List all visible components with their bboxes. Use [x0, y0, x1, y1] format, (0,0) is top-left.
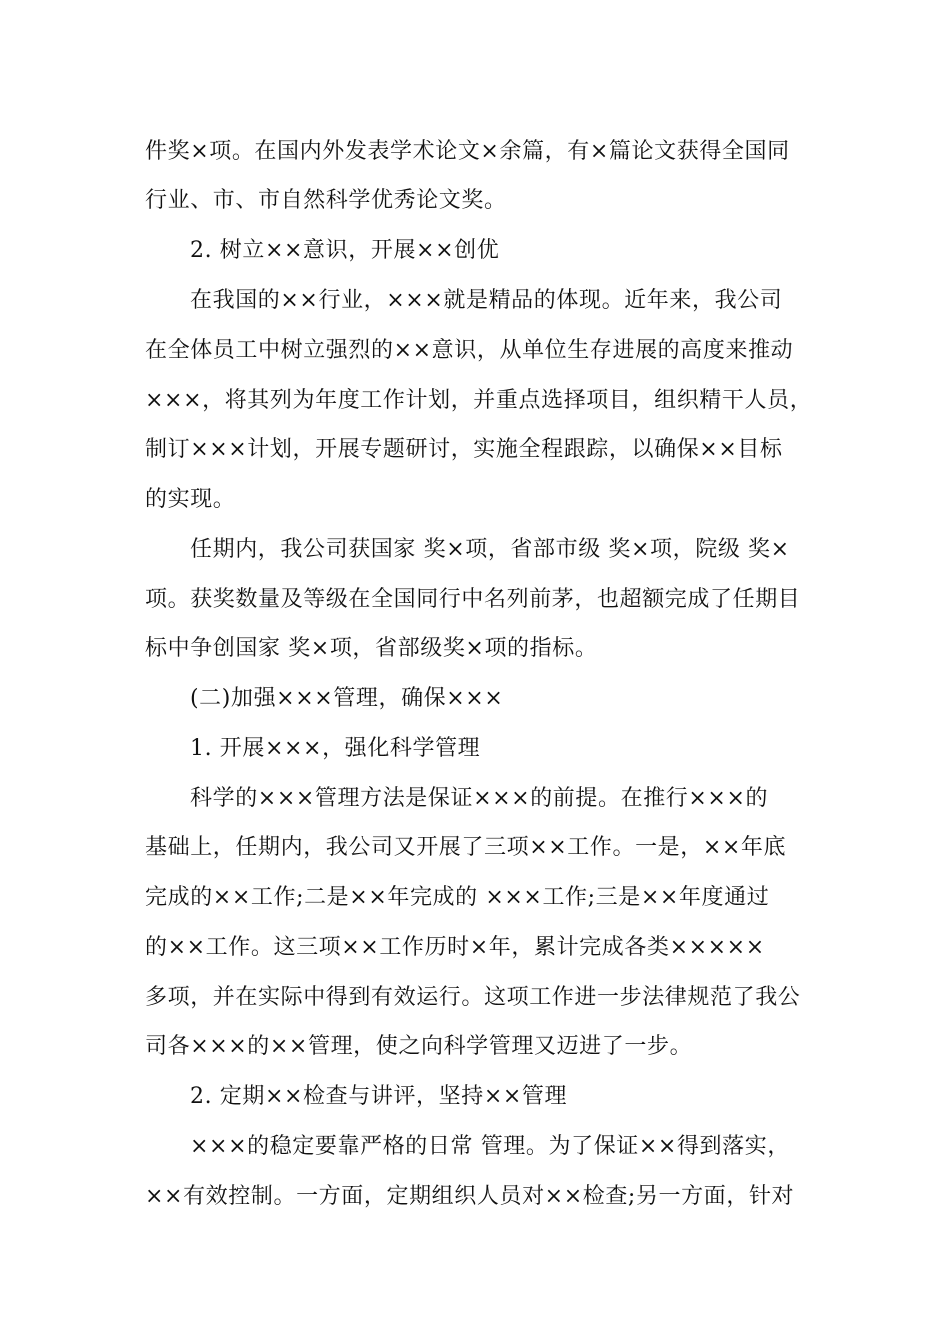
text-line: 件奖×项。在国内外发表学术论文×余篇，有×篇论文获得全国同	[145, 139, 790, 164]
text-line: 多项，并在实际中得到有效运行。这项工作进一步法律规范了我公	[145, 985, 801, 1010]
text-line: 科学的×××管理方法是保证×××的前提。在推行×××的	[190, 786, 769, 811]
section-heading: 2. 树立××意识，开展××创优	[190, 238, 500, 263]
section-heading: 2. 定期××检查与讲评，坚持××管理	[190, 1084, 568, 1109]
text-line: 制订×××计划，开展专题研讨，实施全程跟踪，以确保××目标	[145, 437, 783, 462]
section-heading: (二)加强×××管理，确保×××	[190, 686, 504, 711]
text-line: 标中争创国家 奖×项，省部级奖×项的指标。	[145, 636, 598, 661]
text-line: 在我国的××行业，×××就是精品的体现。近年来，我公司	[190, 288, 783, 313]
text-line: ×××的稳定要靠严格的日常 管理。为了保证××得到落实，	[190, 1134, 790, 1159]
text-line: ××有效控制。一方面，定期组织人员对××检查;另一方面，针对	[145, 1184, 795, 1209]
text-line: 基础上，任期内，我公司又开展了三项××工作。一是，××年底	[145, 835, 787, 860]
text-line: 任期内，我公司获国家 奖×项，省部市级 奖×项，院级 奖×	[190, 537, 790, 562]
text-line: 项。获奖数量及等级在全国同行中名列前茅，也超额完成了任期目	[145, 587, 801, 612]
text-line: 的××工作。这三项××工作历时×年，累计完成各类×××××	[145, 935, 765, 960]
text-line: 在全体员工中树立强烈的××意识，从单位生存进展的高度来推动	[145, 338, 794, 363]
text-line: ×××，将其列为年度工作计划，并重点选择项目，组织精干人员，	[145, 388, 813, 413]
text-line: 司各×××的××管理，使之向科学管理又迈进了一步。	[145, 1034, 693, 1059]
text-line: 完成的××工作;二是××年完成的 ×××工作;三是××年度通过	[145, 885, 770, 910]
section-heading: 1. 开展×××，强化科学管理	[190, 736, 481, 761]
text-line: 的实现。	[145, 487, 236, 512]
text-line: 行业、市、市自然科学优秀论文奖。	[145, 188, 507, 213]
